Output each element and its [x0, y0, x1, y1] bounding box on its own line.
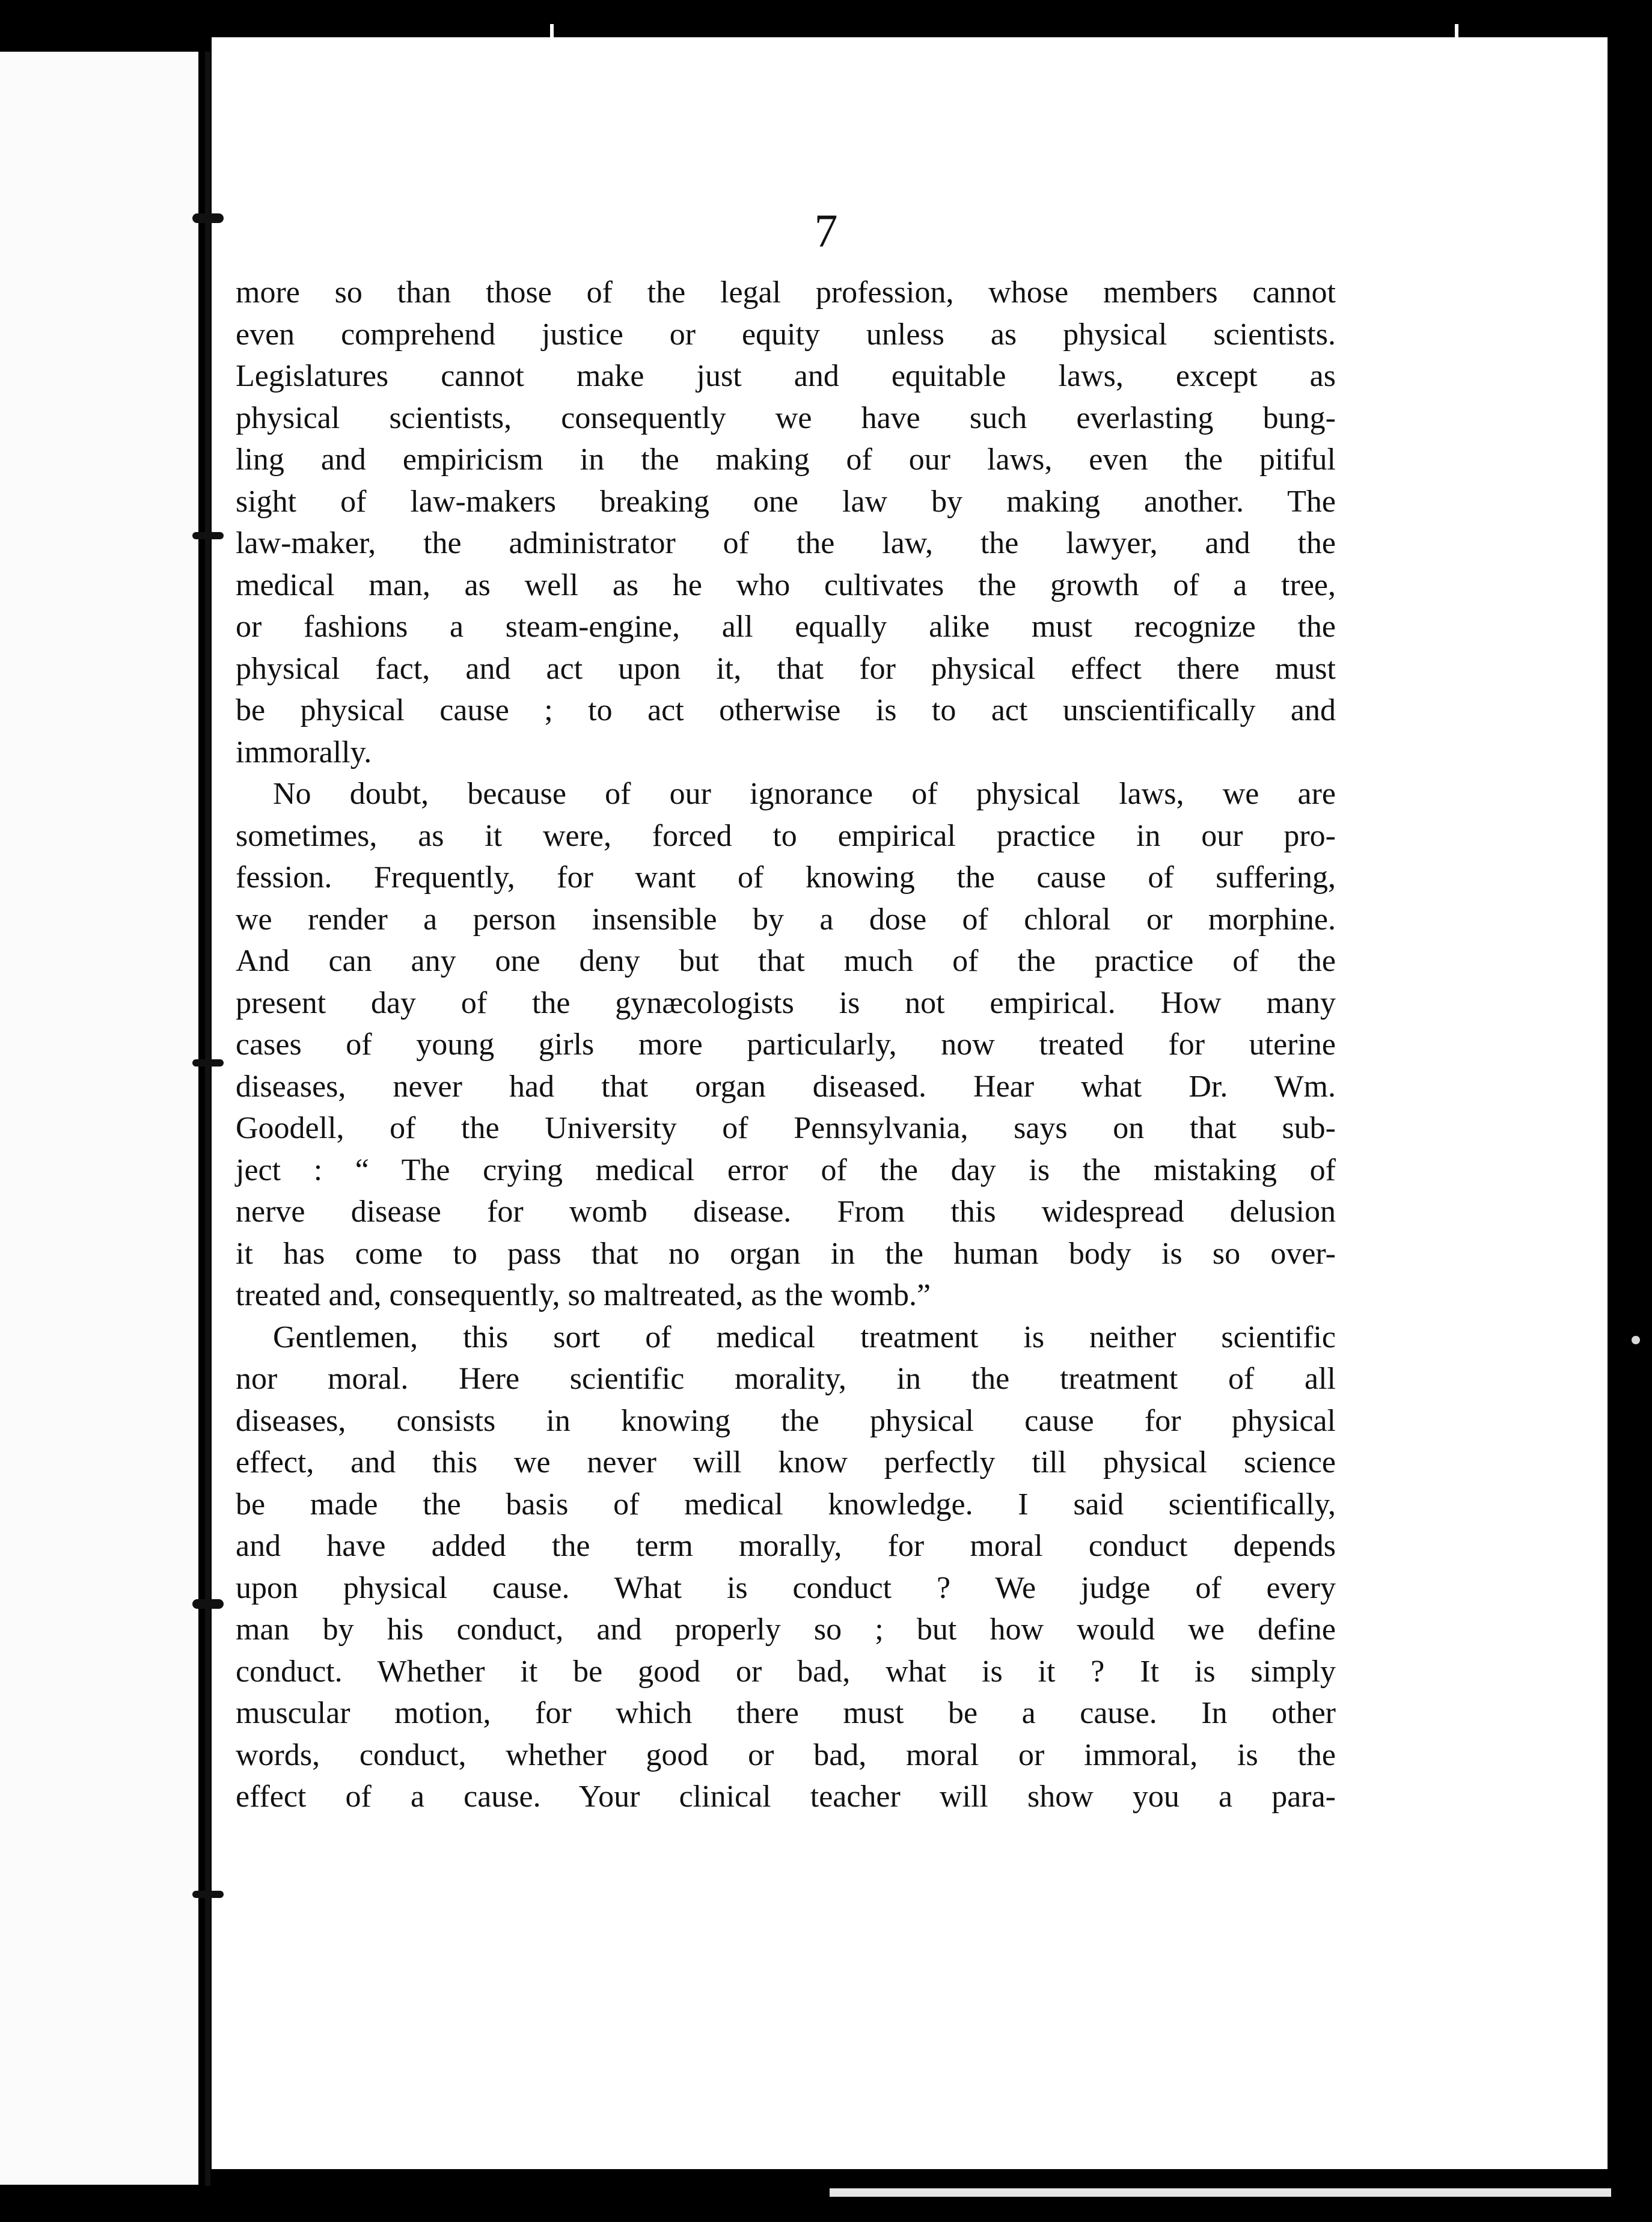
binding-stitch	[192, 532, 224, 539]
text-line: physical scientists, consequently we have such everlasting bung-	[236, 400, 1336, 435]
text-line: law-maker, the administrator of the law, the lawyer, and the	[236, 526, 1336, 560]
scan-mark	[550, 24, 554, 40]
text-line: diseases, never had that organ diseased. Hear what Dr. Wm.	[236, 1069, 1336, 1104]
text-line: and have added the term morally, for moral conduct depends	[236, 1529, 1336, 1563]
paragraph	[236, 1317, 1336, 1818]
binding-stitch	[192, 1599, 224, 1609]
facing-page-edge	[0, 52, 198, 2185]
text-line: muscular motion, for which there must be a cause. In other	[236, 1696, 1336, 1730]
text-line: conduct. Whether it be good or bad, what is it ? It is simply	[236, 1654, 1336, 1689]
text-line: or fashions a steam-engine, all equally alike must recognize the	[236, 610, 1336, 644]
text-line: Goodell, of the University of Pennsylvania, says on that sub-	[236, 1111, 1336, 1145]
text-line: nor moral. Here scientific morality, in the treatment of all	[236, 1362, 1336, 1396]
text-line: No doubt, because of our ignorance of physical laws, we are	[273, 777, 1336, 811]
text-line: be physical cause ; to act otherwise is to act unscientifically and	[236, 693, 1336, 727]
paragraph	[236, 272, 1336, 773]
text-line: upon physical cause. What is conduct ? We judge of every	[236, 1570, 1336, 1605]
text-line: diseases, consists in knowing the physical cause for physical	[236, 1403, 1336, 1438]
text-line: effect of a cause. Your clinical teacher will show you a para-	[236, 1780, 1336, 1814]
binding-stitch	[192, 1891, 224, 1898]
text-line: sometimes, as it were, forced to empirical practice in our pro-	[236, 818, 1336, 853]
binding-gutter	[205, 52, 210, 2186]
paragraph	[236, 773, 1336, 1317]
text-line: immorally.	[236, 735, 372, 770]
binding-stitch	[192, 1059, 224, 1067]
text-line: sight of law-makers breaking one law by making another. The	[236, 484, 1336, 519]
text-line: ject : “ The crying medical error of the day is the mistaking of	[236, 1152, 1336, 1187]
text-line: Legislatures cannot make just and equitable laws, except as	[236, 359, 1336, 393]
page-spot	[1632, 1336, 1640, 1344]
text-line: we render a person insensible by a dose of chloral or morphine.	[236, 902, 1336, 937]
text-line: man by his conduct, and properly so ; but how would we define	[236, 1612, 1336, 1647]
text-line: more so than those of the legal profession, whose members cannot	[236, 275, 1336, 310]
text-line: cases of young girls more particularly, now treated for uterine	[236, 1027, 1336, 1062]
page-bottom-edge	[830, 2188, 1611, 2197]
text-line: effect, and this we never will know perfectly till physical science	[236, 1445, 1336, 1480]
text-line: physical fact, and act upon it, that for physical effect there must	[236, 651, 1336, 686]
text-line: present day of the gynæcologists is not empirical. How many	[236, 985, 1336, 1020]
text-line: And can any one deny but that much of the practice of the	[236, 944, 1336, 978]
text-line: Gentlemen, this sort of medical treatment is neither scientific	[273, 1320, 1336, 1354]
text-line: even comprehend justice or equity unless as physical scientists.	[236, 317, 1336, 352]
text-line: words, conduct, whether good or bad, moral or immoral, is the	[236, 1737, 1336, 1772]
page-body	[236, 272, 1336, 1818]
text-line: nerve disease for womb disease. From this widespread delusion	[236, 1195, 1336, 1229]
text-line: be made the basis of medical knowledge. I said scientifically,	[236, 1487, 1336, 1522]
text-line: fession. Frequently, for want of knowing the cause of suffering,	[236, 860, 1336, 895]
text-line: ling and empiricism in the making of our laws, even the pitiful	[236, 442, 1336, 477]
text-line: treated and, consequently, so maltreated, as the womb.”	[236, 1278, 931, 1312]
text-line: medical man, as well as he who cultivates the growth of a tree,	[236, 568, 1336, 602]
page-number: 7	[814, 204, 838, 257]
scan-mark	[1455, 24, 1458, 40]
text-line: it has come to pass that no organ in the human body is so over-	[236, 1236, 1336, 1271]
